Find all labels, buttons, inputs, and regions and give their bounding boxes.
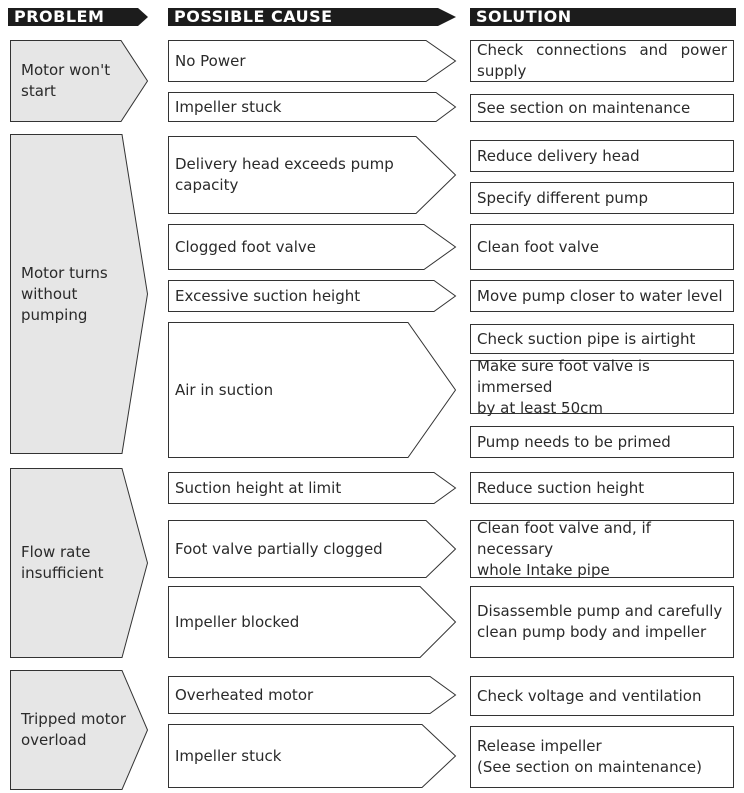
cause-overheated-motor bbox=[168, 676, 456, 714]
solution-reduce-delivery-head bbox=[470, 140, 734, 172]
problem-line: Flow rate bbox=[21, 543, 91, 561]
solution-clean-foot-valve bbox=[470, 224, 734, 270]
solution-label: See section on maintenance bbox=[477, 98, 691, 117]
solution-label: Check suction pipe is airtight bbox=[477, 329, 696, 348]
cause-no-power bbox=[168, 40, 456, 82]
problem-line: without bbox=[21, 284, 78, 303]
solution-release-impeller bbox=[470, 726, 734, 788]
solution-line: Check connections and power bbox=[477, 41, 727, 59]
cause-label: Foot valve partially clogged bbox=[175, 539, 383, 558]
header-solution bbox=[470, 8, 736, 26]
solution-clean-intake-pipe bbox=[470, 520, 734, 578]
cause-label: Air in suction bbox=[175, 380, 274, 399]
header-cause-label: POSSIBLE CAUSE bbox=[174, 7, 333, 26]
solution-line: Make sure foot valve is immersed bbox=[477, 356, 650, 396]
cause-suction-height-at-limit bbox=[168, 472, 456, 504]
problem-flow-rate-insufficient bbox=[10, 468, 148, 658]
solution-move-pump-closer bbox=[470, 280, 734, 312]
cause-label: Impeller stuck bbox=[175, 97, 282, 116]
solution-line: Disassemble pump and carefully bbox=[477, 602, 723, 620]
cause-label: No Power bbox=[175, 51, 246, 70]
cause-label: Clogged foot valve bbox=[175, 237, 317, 256]
problem-tripped-motor-overload bbox=[10, 670, 148, 790]
header-problem-label: PROBLEM bbox=[14, 7, 105, 26]
header-solution-label: SOLUTION bbox=[476, 7, 572, 26]
problem-motor-wont-start bbox=[10, 40, 148, 122]
solution-disassemble-pump bbox=[470, 586, 734, 658]
cause-air-in-suction bbox=[168, 322, 456, 458]
solution-label: Check voltage and ventilation bbox=[477, 686, 702, 705]
solution-see-maintenance bbox=[470, 94, 734, 122]
problem-line: start bbox=[21, 82, 56, 100]
header-cause bbox=[168, 8, 456, 26]
cause-clogged-foot-valve bbox=[168, 224, 456, 270]
solution-check-voltage bbox=[470, 676, 734, 716]
cause-foot-valve-partially-clogged bbox=[168, 520, 456, 578]
cause-excessive-suction-height bbox=[168, 280, 456, 312]
cause-label: Suction height at limit bbox=[175, 478, 342, 497]
problem-line: overload bbox=[21, 731, 87, 749]
solution-specify-different-pump bbox=[470, 182, 734, 214]
problem-line: Tripped motor bbox=[21, 710, 126, 728]
solution-line: (See section on maintenance) bbox=[477, 758, 702, 776]
solution-line: by at least 50cm bbox=[477, 398, 604, 417]
cause-impeller-blocked bbox=[168, 586, 456, 658]
solution-line: supply bbox=[477, 62, 527, 80]
problem-line: Motor turns bbox=[21, 263, 108, 282]
solution-line: whole Intake pipe bbox=[477, 560, 610, 579]
solution-foot-valve-immersed bbox=[470, 356, 734, 417]
solution-check-suction-pipe bbox=[470, 324, 734, 354]
header-problem bbox=[8, 8, 148, 26]
solution-label: Specify different pump bbox=[477, 188, 648, 207]
problem-line: pumping bbox=[21, 305, 88, 324]
solution-label: Clean foot valve bbox=[477, 237, 599, 256]
solution-line: clean pump body and impeller bbox=[477, 623, 707, 641]
cause-label: Impeller blocked bbox=[175, 612, 300, 631]
solution-label: Pump needs to be primed bbox=[477, 432, 671, 451]
solution-check-connections bbox=[470, 40, 734, 82]
solution-line: Release impeller bbox=[477, 737, 602, 755]
solution-label: Move pump closer to water level bbox=[477, 286, 723, 305]
problem-line: Motor won't bbox=[21, 61, 111, 79]
solution-pump-primed bbox=[470, 426, 734, 458]
cause-impeller-stuck-2 bbox=[168, 724, 456, 788]
cause-impeller-stuck bbox=[168, 92, 456, 122]
cause-label: Excessive suction height bbox=[175, 286, 361, 305]
solution-label: Reduce suction height bbox=[477, 478, 645, 497]
problem-line: insufficient bbox=[21, 564, 104, 582]
cause-label: Delivery head exceeds pump capacity bbox=[175, 155, 394, 194]
cause-label: Overheated motor bbox=[175, 685, 314, 704]
solution-line: Clean foot valve and, if necessary bbox=[477, 518, 651, 558]
solution-label: Reduce delivery head bbox=[477, 146, 640, 165]
cause-label: Impeller stuck bbox=[175, 746, 282, 765]
cause-delivery-head-exceeds bbox=[168, 136, 456, 214]
problem-motor-turns-without-pumping bbox=[10, 134, 148, 454]
solution-reduce-suction-height bbox=[470, 472, 734, 504]
